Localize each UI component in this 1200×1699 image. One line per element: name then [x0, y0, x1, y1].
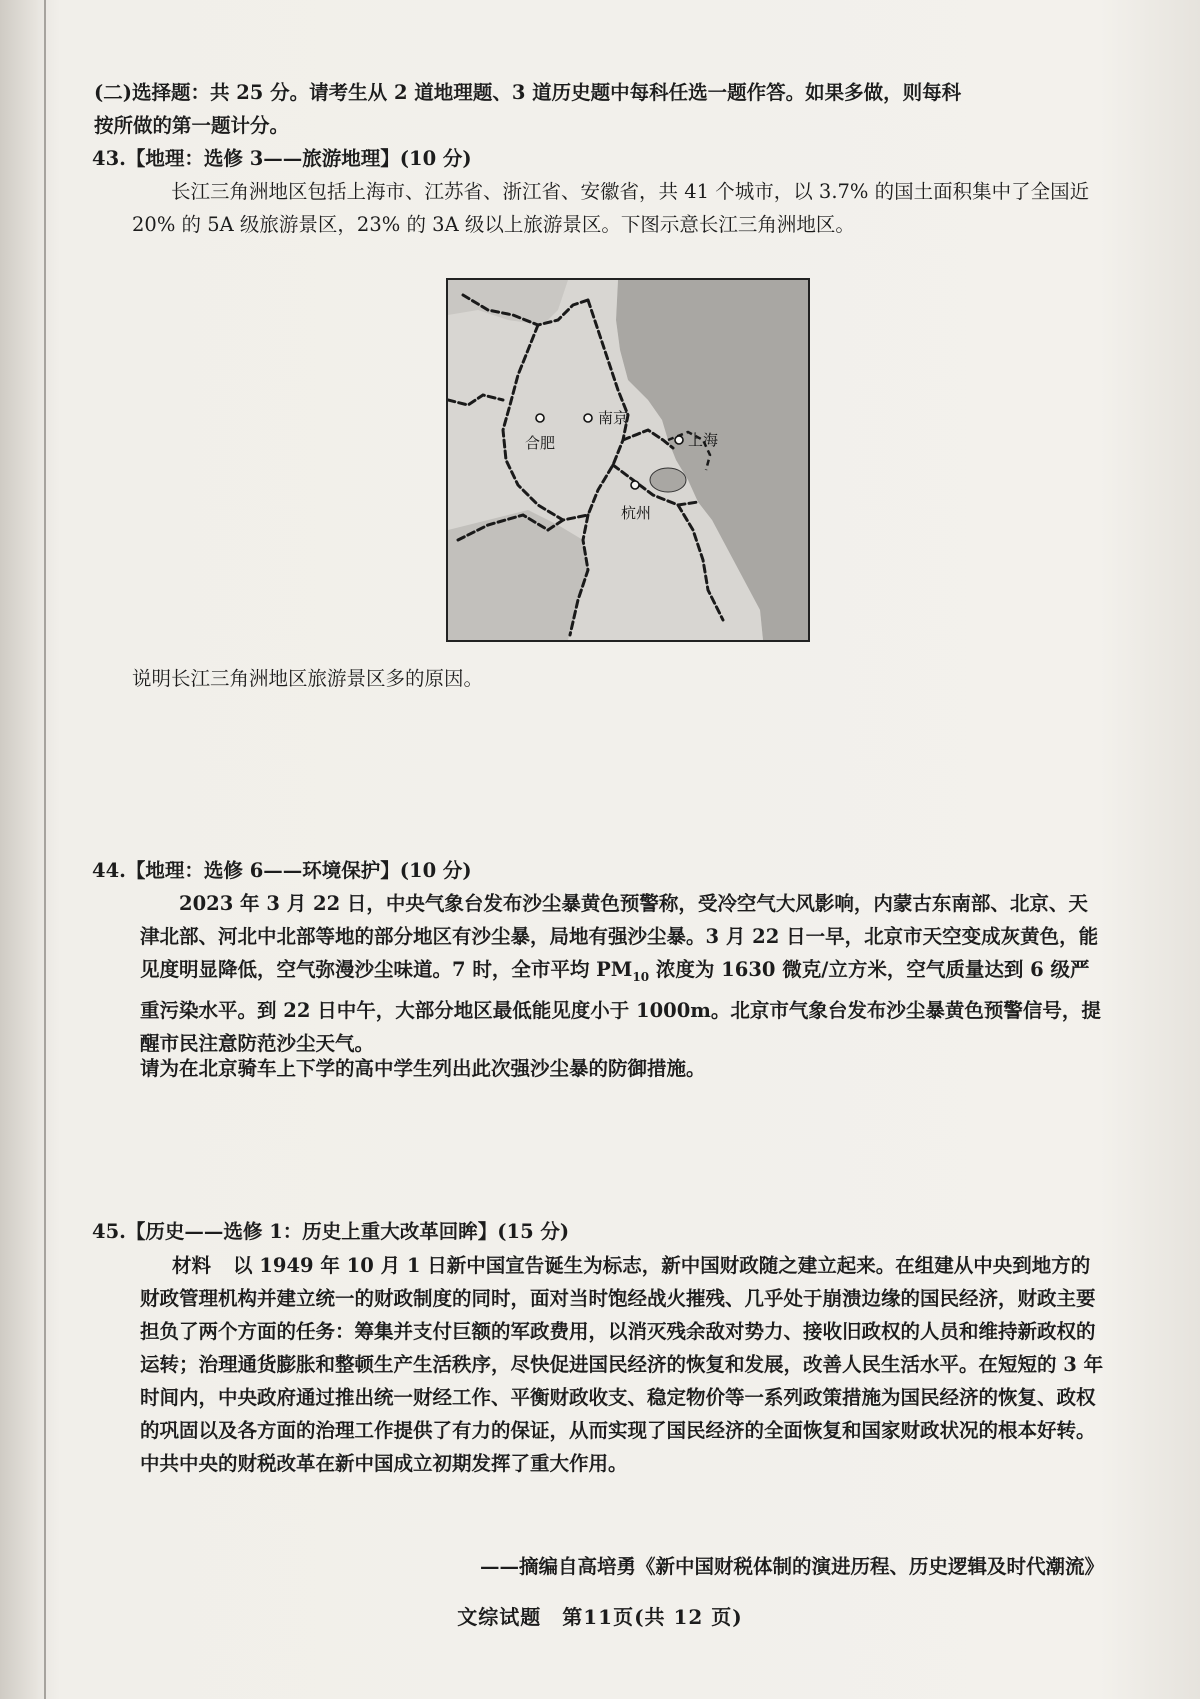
question-43-prompt	[132, 662, 1142, 695]
material-body: 以 1949 年 10 月 1 日新中国宣告诞生为标志，新中国财政随之建立起来。在组建从中央到地方的财政管理机构并建立统一的财政制度的同时，面对当时饱经战火摧残、几乎处于崩溃边缘的国民经济，财政主要担负了两个方面的任务：筹集并支付巨额的军政费用，以消灭残余敌对势力、接收旧政权的人员和维持新政权的运转；治理通货膨胀和整顿生产生活秩序，尽快促进国民经济的恢复和发展，改善人民生活水平。在短短的 3 年时间内，中央政府通过推出统一财经工作、平衡财政收支、稳定物价等一系列政策措施为国民经济的恢复、政权的巩固以及各方面的治理工作提供了有力的保证，从而实现了国民经济的全面恢复和国家财政状况的根本好转。中共中央的财税改革在新中国成立初期发挥了重大作用。	[140, 1254, 1104, 1475]
question-44-body-pre: 2023 年 3 月 22 日，中央气象台发布沙尘暴黄色预警称，受冷空气大风影响，内蒙古东南部、北京、天津北部、河北中北部等地的部分地区有沙尘暴，局地有强沙尘暴。3 月 22 日一早，北京市天空变成灰黄色，能见度明显降低，空气弥漫沙尘味道。7 时，全市平均 PM	[140, 892, 1099, 981]
section-line-2: 按所做的第一题计分。	[94, 114, 290, 137]
binding-line	[44, 0, 46, 1699]
question-44-body-post: 浓度为 1630 微克/立方米，空气质量达到 6 级严重污染水平。到 22 日中午，大部分地区最低能见度小于 1000m。北京市气象台发布沙尘暴黄色预警信号，提醒市民注意防范沙尘天气。	[140, 958, 1101, 1055]
question-45-material-text	[140, 1249, 1104, 1480]
page-footer: 文综试题 第11页(共 12 页)	[457, 1605, 743, 1629]
map-figure	[448, 280, 808, 640]
question-44-prompt-text: 请为在北京骑车上下学的高中学生列出此次强沙尘暴的防御措施。	[140, 1057, 706, 1080]
question-44-body-text	[140, 887, 1104, 1060]
scan-left-margin	[0, 0, 38, 1699]
city-label-hefei: 合肥	[525, 434, 556, 452]
question-45-source	[140, 1550, 1104, 1583]
section-instructions	[94, 76, 1104, 142]
city-marker	[584, 414, 592, 422]
taihu-lake	[650, 468, 686, 492]
city-label-shanghai: 上海	[688, 431, 719, 449]
material-label: 材料	[172, 1254, 212, 1277]
question-43-intro-text: 长江三角洲地区包括上海市、江苏省、浙江省、安徽省，共 41 个城市，以 3.7% 的国土面积集中了全国近 20% 的 5A 级旅游景区，23% 的 3A 级以上旅游景区。下图示意长江三角洲地区。	[132, 180, 1090, 236]
question-43-title-block	[92, 142, 1102, 175]
question-45-material	[140, 1249, 1104, 1480]
question-44-title: 44.【地理：选修 6——环境保护】(10 分)	[92, 859, 472, 882]
question-43-prompt-text: 说明长江三角洲地区旅游景区多的原因。	[132, 667, 484, 690]
city-marker	[536, 414, 544, 422]
pm-subscript: 10	[632, 969, 650, 984]
question-45-title-block	[92, 1215, 1102, 1248]
question-45-title: 45.【历史——选修 1：历史上重大改革回眸】(15 分)	[92, 1220, 570, 1243]
question-43-intro	[132, 175, 1104, 241]
city-marker	[631, 481, 639, 489]
question-44-prompt	[140, 1052, 1104, 1085]
city-label-hangzhou: 杭州	[621, 504, 652, 522]
question-44-body	[140, 887, 1104, 1060]
section-line-1: (二)选择题：共 25 分。请考生从 2 道地理题、3 道历史题中每科任选一题作答。如果多做，则每科	[94, 81, 962, 104]
yangtze-delta-map	[446, 278, 810, 642]
question-45-source-text: ——摘编自高培勇《新中国财税体制的演进历程、历史逻辑及时代潮流》	[479, 1555, 1104, 1578]
city-label-nanjing: 南京	[598, 409, 629, 427]
question-44-title-block	[92, 854, 1102, 887]
question-43-title: 43.【地理：选修 3——旅游地理】(10 分)	[92, 147, 472, 170]
city-marker	[675, 436, 683, 444]
